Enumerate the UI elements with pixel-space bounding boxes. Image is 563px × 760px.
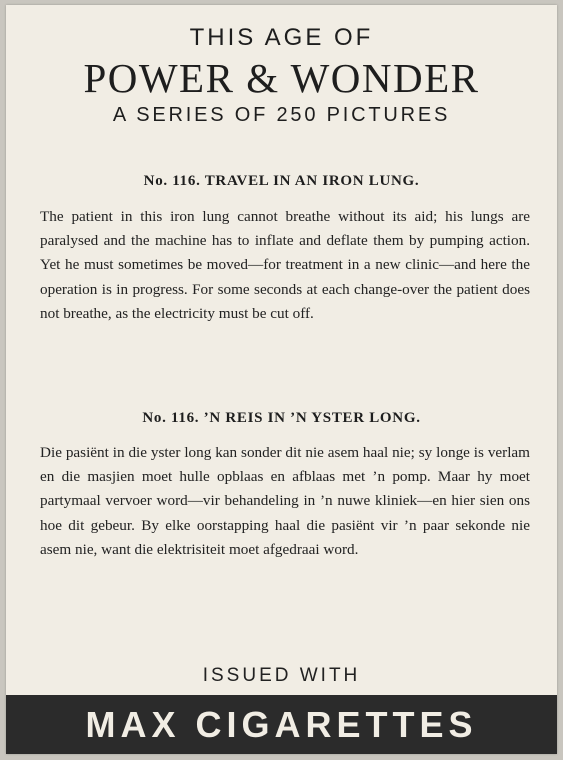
brand-name: MAX CIGARETTES [85,703,478,745]
issued-with-label: ISSUED WITH [202,665,361,686]
series-title-main: POWER & WONDER [83,55,480,101]
series-subtitle: A SERIES OF 250 PICTURES [112,104,451,126]
series-title-top: THIS AGE OF [189,24,374,51]
card-header [6,25,557,127]
english-body: The patient in this iron lung cannot breathe without its aid; his lungs are paralysed and the machine has to inflate and deflate them by pumping action. Yet he must sometimes be moved—for treatment in a new clinic—and here the operation is in progress. For some seconds at each change-over the patient does not breathe, as the electricity must be cut off. [40,208,530,322]
brand-banner [6,695,557,754]
afrikaans-body: Die pasiënt in die yster long kan sonder dit nie asem haal nie; sy longe is verlam en die masjien moet hulle opblaas en afblaas met ’n pomp. Maar hy moet partymaal vervoer word—vir behandeling in ’n nuwe kliniek—en hier sien ons hoe dit gebeur. By elke oorstapping haal die pasiënt vir ’n paar sekonde nie asem nie, want die elektrisiteit moet afgedraai word. [40,444,530,558]
english-title: No. 116. TRAVEL IN AN IRON LUNG. [143,173,420,189]
afrikaans-title: No. 116. ’N REIS IN ’N YSTER LONG. [142,410,421,426]
cigarette-card-back [6,5,557,754]
